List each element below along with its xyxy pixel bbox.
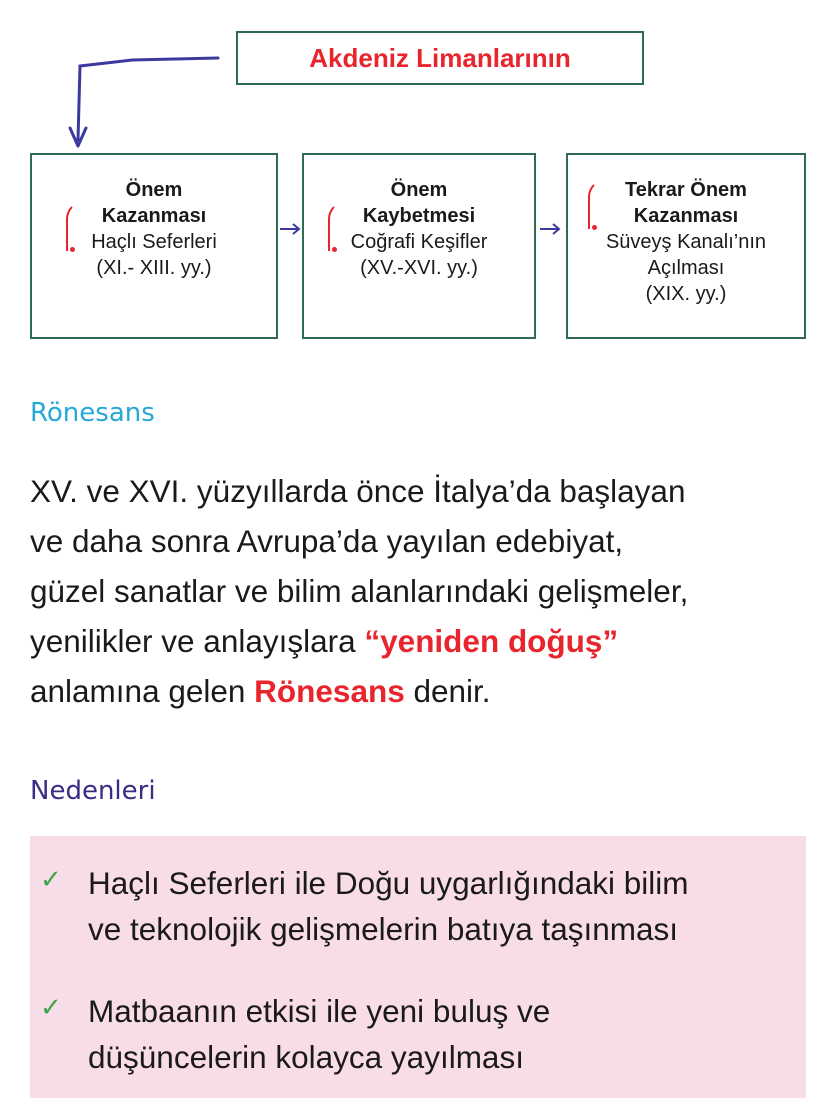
causes-heading: Nedenleri [30,776,156,806]
stage-event: Coğrafi Keşifler [350,231,488,253]
bracket-dot [70,247,75,252]
renaissance-definition [30,466,810,716]
cause-line: Haçlı Seferleri ile Doğu uygarlığındaki bilim [88,865,689,901]
cause-line: ve teknolojik gelişmelerin batıya taşınması [88,911,679,947]
cause-line: düşüncelerin kolayca yayılması [88,1039,524,1075]
checkmark-icon: ✓ [40,992,62,1022]
stage-regain-box [566,153,806,339]
stage-event: Açılması [647,257,725,279]
definition-text: yenilikler ve anlayışlara [30,623,365,659]
stage-event: Haçlı Seferleri [91,231,217,253]
stage-head: Önem [390,179,448,201]
renaissance-heading: Rönesans [30,398,155,428]
stage-head: Kaybetmesi [362,205,476,227]
cause-line: Matbaanın etkisi ile yeni buluş ve [88,993,551,1029]
arrow-right-icon [278,222,302,236]
stage-period: (XIX. yy.) [645,283,727,305]
definition-line: güzel sanatlar ve bilim alanlarındaki gelişmeler, [30,573,689,609]
definition-text: anlamına gelen [30,673,255,709]
bracket-mark [66,201,84,251]
bracket-mark [328,201,346,251]
bracket-dot [592,225,597,230]
stage-loss-box [302,153,536,339]
stage-head: Kazanması [101,205,207,227]
definition-line: ve daha sonra Avrupa’da yayılan edebiyat, [30,523,624,559]
diagram-title: Akdeniz Limanlarının [309,42,571,73]
definition-line [30,666,810,716]
stage-head: Kazanması [633,205,739,227]
checkmark-icon: ✓ [40,864,62,894]
bracket-mark [588,179,606,229]
arrow-right-icon [538,222,562,236]
list-item [88,988,788,1080]
definition-line [30,616,810,666]
bracket-dot [332,247,337,252]
highlight-rebirth: “yeniden doğuş” [364,623,619,659]
stage-head: Önem [125,179,183,201]
list-item [88,860,788,952]
diagram-title-box [236,31,644,85]
causes-list [30,836,806,1098]
definition-line: XV. ve XVI. yüzyıllarda önce İtalya’da başlayan [30,473,686,509]
stage-period: (XV.-XVI. yy.) [360,257,478,279]
stage-head: Tekrar Önem [625,179,747,201]
stage-gain-box [30,153,278,339]
definition-text: denir. [404,673,491,709]
highlight-renaissance: Rönesans [254,673,405,709]
stage-event: Süveyş Kanalı’nın [605,231,767,253]
stage-period: (XI.- XIII. yy.) [96,257,212,279]
